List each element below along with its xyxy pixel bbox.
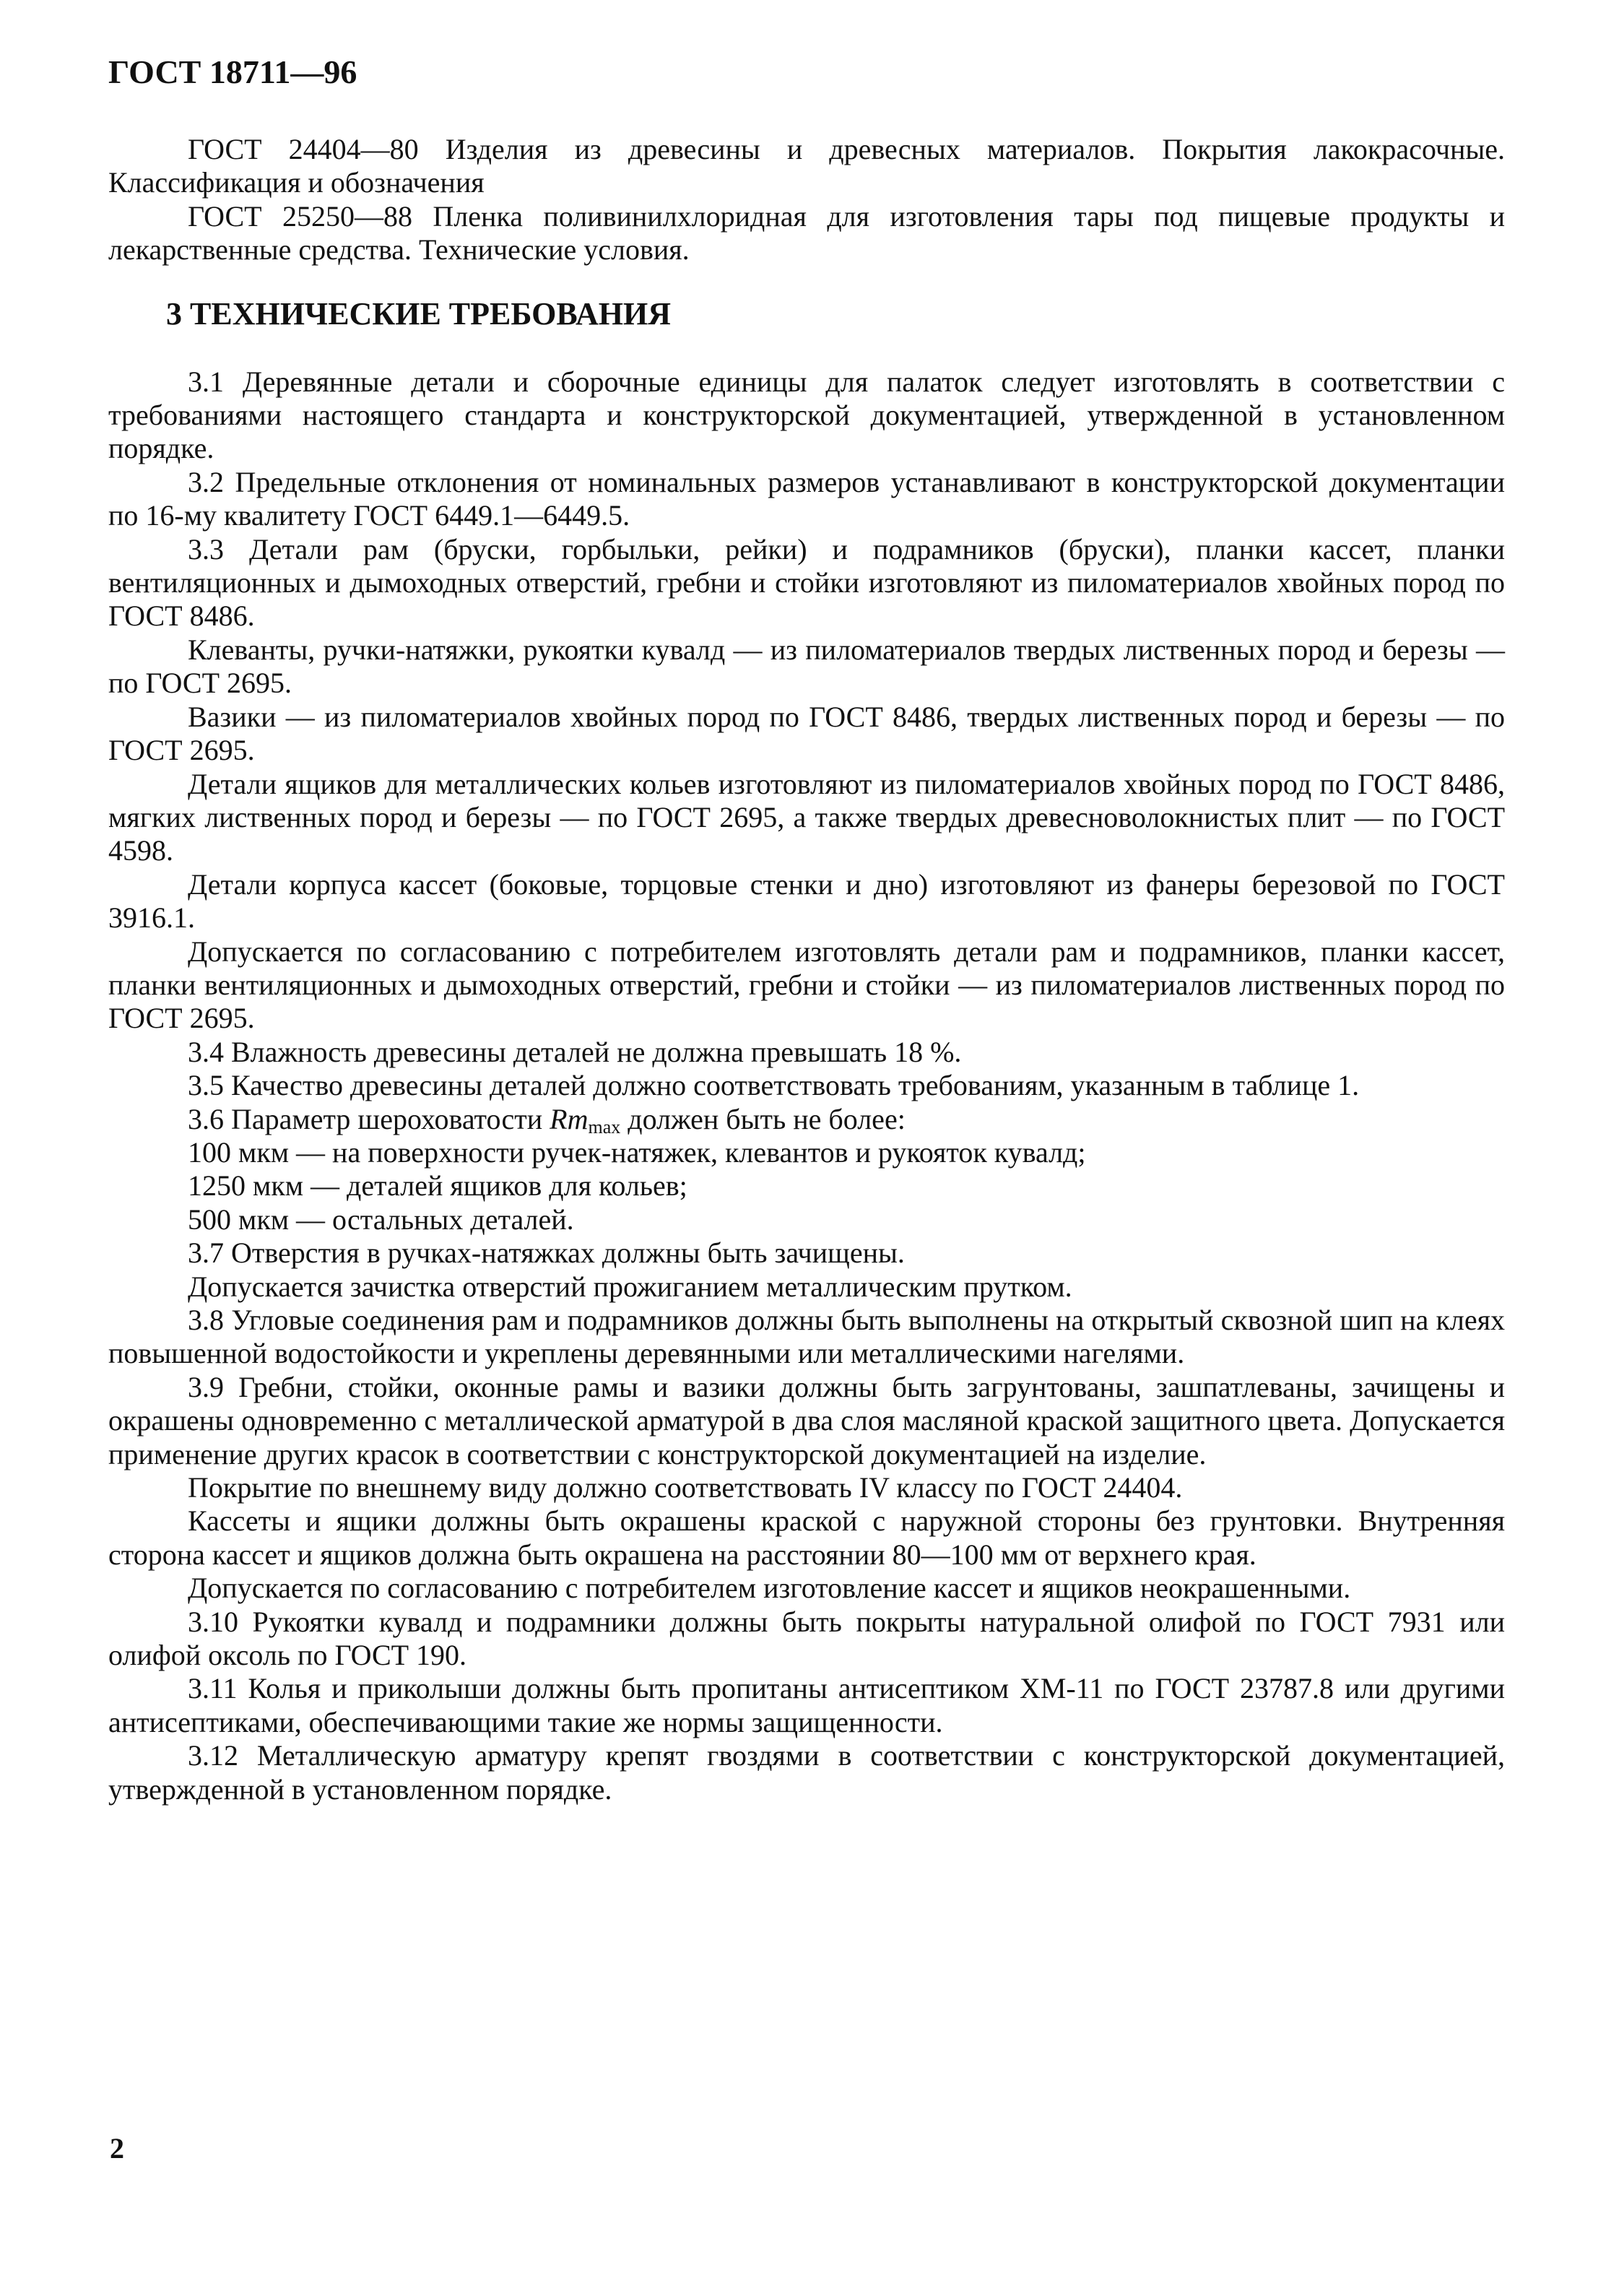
page-number: 2 bbox=[110, 2132, 124, 2165]
clause-3-3-klevanty: Клеванты, ручки-натяжки, рукоятки кувалд — из пиломатериалов твердых лиственных пород и березы — по ГОСТ 2695. bbox=[108, 633, 1505, 700]
clause-3-9-allowance: Допускается по согласованию с потребителем изготовление кассет и ящиков неокрашенными. bbox=[188, 1572, 1351, 1605]
roughness-symbol: Rm bbox=[550, 1102, 589, 1135]
reference-gost-25250: ГОСТ 25250—88 Пленка поливинилхлоридная для изготовления тары под пищевые продукты и лекарственные средства. Технические условия. bbox=[108, 199, 1505, 267]
clause-3-8: 3.8 Угловые соединения рам и подрамников должны быть выполнены на открытый сквозной шип на клеях повышенной водостойкости и укреплены деревянными или металлическими нагелями. bbox=[108, 1304, 1505, 1370]
clause-3-9-coating: Покрытие по внешнему виду должно соответствовать IV классу по ГОСТ 24404. bbox=[188, 1471, 1183, 1504]
clause-3-6-after: должен быть не более: bbox=[620, 1102, 906, 1135]
section-title: 3 ТЕХНИЧЕСКИЕ ТРЕБОВАНИЯ bbox=[166, 295, 671, 332]
clause-3-9-cassettes: Кассеты и ящики должны быть окрашены краской с наружной стороны без грунтовки. Внутренняя сторона кассет и ящиков должна быть окрашена на расстоянии 80—100 мм от верхнего края. bbox=[108, 1504, 1505, 1571]
clause-3-6 bbox=[108, 1103, 1505, 1136]
clause-3-11: 3.11 Колья и приколыши должны быть пропитаны антисептиком ХМ-11 по ГОСТ 23787.8 или другими антисептиками, обеспечивающими такие же нормы защищенности. bbox=[108, 1672, 1505, 1738]
clause-3-6-before: 3.6 Параметр шероховатости bbox=[188, 1102, 550, 1135]
reference-gost-24404: ГОСТ 24404—80 Изделия из древесины и древесных материалов. Покрытия лакокрасочные. Классификация и обозначения bbox=[108, 133, 1505, 199]
clause-3-1: 3.1 Деревянные детали и сборочные единицы для палаток следует изготовлять в соответствии с требованиями настоящего стандарта и конструкторской документацией, утвержденной в установленном порядке. bbox=[108, 365, 1505, 465]
clause-3-9: 3.9 Гребни, стойки, оконные рамы и вазики должны быть загрунтованы, зашпатлеваны, зачищены и окрашены одновременно с металлической арматурой в два слоя масляной краской защитного цвета. Допускается применение других красок в соответствии с конструкторской документацией на изделие. bbox=[108, 1370, 1505, 1470]
roughness-500: 500 мкм — остальных деталей. bbox=[188, 1203, 574, 1236]
clause-3-3-allowance: Допускается по согласованию с потребителем изготовлять детали рам и подрамников, планки кассет, планки вентиляционных и дымоходных отверстий, гребни и стойки — из пиломатериалов лиственных пород по ГОСТ 2695. bbox=[108, 935, 1505, 1035]
clause-3-12: 3.12 Металлическую арматуру крепят гвоздями в соответствии с конструкторской документацией, утвержденной в установленном порядке. bbox=[108, 1739, 1505, 1806]
roughness-1250: 1250 мкм — деталей ящиков для кольев; bbox=[188, 1169, 687, 1203]
clause-3-10: 3.10 Рукоятки кувалд и подрамники должны быть покрыты натуральной олифой по ГОСТ 7931 или олифой оксоль по ГОСТ 190. bbox=[108, 1605, 1505, 1672]
clause-3-3: 3.3 Детали рам (бруски, горбыльки, рейки) и подрамников (бруски), планки кассет, планки вентиляционных и дымоходных отверстий, гребни и стойки изготовляют из пиломатериалов хвойных пород по ГОСТ 8486. bbox=[108, 532, 1505, 633]
clause-3-3-vaziki: Вазики — из пиломатериалов хвойных пород по ГОСТ 8486, твердых лиственных пород и березы — по ГОСТ 2695. bbox=[108, 700, 1505, 767]
standard-header: ГОСТ 18711—96 bbox=[108, 53, 357, 90]
roughness-subscript: max bbox=[588, 1116, 621, 1138]
clause-3-3-cassettes: Детали корпуса кассет (боковые, торцовые стенки и дно) изготовляют из фанеры березовой по ГОСТ 3916.1. bbox=[108, 867, 1505, 935]
roughness-100: 100 мкм — на поверхности ручек-натяжек, клевантов и рукояток кувалд; bbox=[188, 1135, 1086, 1169]
clause-3-7: 3.7 Отверстия в ручках-натяжках должны быть зачищены. bbox=[188, 1236, 905, 1270]
clause-3-7-allowance: Допускается зачистка отверстий прожиганием металлическим прутком. bbox=[188, 1270, 1072, 1303]
body-text bbox=[108, 133, 1505, 1806]
clause-3-4: 3.4 Влажность древесины деталей не должна превышать 18 %. bbox=[188, 1035, 962, 1068]
clause-3-2: 3.2 Предельные отклонения от номинальных размеров устанавливают в конструкторской документации по 16-му квалитету ГОСТ 6449.1—6449.5. bbox=[108, 465, 1505, 532]
clause-3-5: 3.5 Качество древесины деталей должно соответствовать требованиям, указанным в таблице 1. bbox=[188, 1069, 1360, 1102]
clause-3-3-boxes: Детали ящиков для металлических кольев изготовляют из пиломатериалов хвойных пород по ГОСТ 8486, мягких лиственных пород и березы — по ГОСТ 2695, а также твердых древесноволокнистых плит — по ГОСТ 4598. bbox=[108, 767, 1505, 867]
